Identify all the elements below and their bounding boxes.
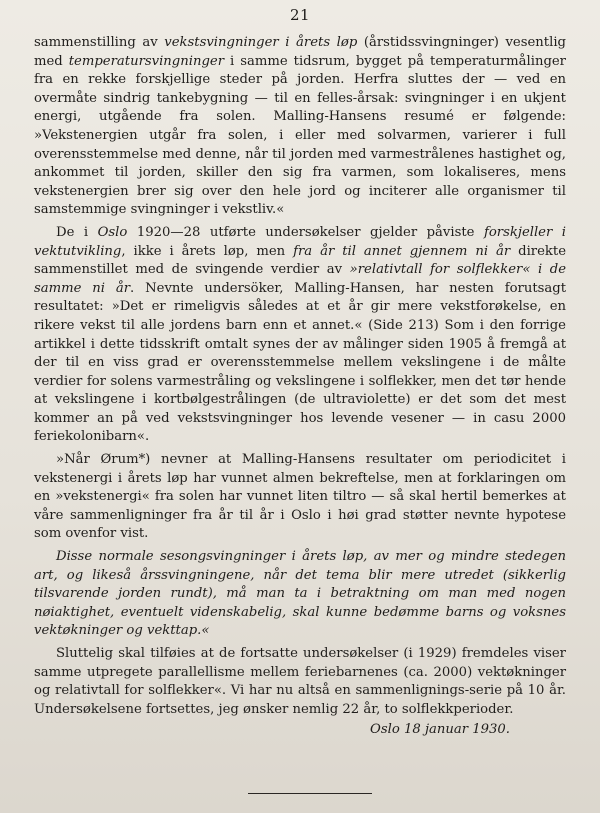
paragraph [34, 451, 566, 544]
text-run: (årstidssvingninger) vesentlig med [34, 35, 566, 69]
signature-block [34, 721, 566, 740]
italic-text-run: forskjeller i vektutvikling [34, 224, 567, 259]
paragraph [34, 645, 566, 719]
page-number: 21 [289, 6, 311, 24]
italic-text-run: temperatursvingninger [68, 53, 224, 69]
text-run: direkte sammenstillet med de svingende verdier av [34, 243, 566, 278]
italic-text-run: vekstsvingninger i årets løp [164, 35, 358, 50]
text-run: i samme tidsrum, bygget på temperaturmålinger fra en rekke forskjellige steder på jorden. Herfra sluttes der — ved en overmåte sindrig tankebygning — til en felles-årsak: svingninger i en ukjent energi, utgående fra solen. Malling-Hansens resumé er følgende: »Vekstenergien utgår fra solen, i eller med solvarmen, varierer i full overensstemmelse med denne, når til jorden med varmestrålenes hastighet og, ankommet til jorden, skiller den sig fra varmen, som lokaliseres, mens vekstenergien brer sig over den hele jord og inciterer alle organismer til samstemmige svingninger i vekstliv.« [34, 53, 566, 218]
text-run: De i [56, 224, 98, 240]
signature-place-date: Oslo 18 januar 1930. [370, 722, 510, 738]
paragraph [34, 34, 566, 220]
closing-rule [248, 793, 372, 794]
paragraph [34, 548, 566, 641]
text-run: sammenstilling av [34, 35, 165, 50]
italic-text-run: fra år til annet gjennem ni år [293, 243, 511, 259]
body-text [34, 34, 566, 719]
text-run: »Når Ørum*) nevner at Malling-Hansens resultater om periodicitet i vekstenergi i årets løp har vunnet almen bekreftelse, men at forklaringen om en »vekstenergi« fra solen har vunnet liten tiltro — så skal hertil bemerkes at våre sammenligninger fra år til år i Oslo i høi grad støtter nevnte hypotese som ovenfor vist. [34, 452, 566, 542]
italic-text-run: »relativtall for solflekker« i de samme ni år [34, 262, 566, 296]
italic-text-run: Disse normale sesongsvingninger i årets løp, av mer og mindre stedegen art, og likeså årssvingningene, når det tema blir mere utredet (sikkerlig tilsvarende jorden rundt), må man ta i betraktning om man med nogen nøiaktighet, eventuelt videnskabelig, skal kunne bedømme barns og voksnes vektøkninger og vekttap.« [34, 549, 566, 639]
italic-text-run: Oslo [97, 224, 128, 240]
text-run: Sluttelig skal tilføies at de fortsatte undersøkelser (i 1929) fremdeles viser samme utpregete parallellisme mellem feriebarnenes (ca. 2000) vektøkninger og relativtall for solflekker«. Vi har nu altså en sammenlignings-serie på 10 år. Undersøkelsene fortsettes, jeg ønsker nemlig 22 år, to solflekkperioder. [34, 646, 566, 717]
paragraph [34, 224, 566, 447]
text-run: , ikke i årets løp, men [121, 243, 294, 259]
text-run: . Nevnte undersöker, Malling-Hansen, har nesten forutsagt resultatet: »Det er rimeligvis således at et år gir mere vekstforøkelse, en rikere vekst til alle jordens barn enn et annet.« (Side 213) Som i den forrige artikkel i dette tidsskrift omtalt synes der av målinger siden 1905 å fremgå at der til en viss grad er overensstemmelse mellem vekslingene i de målte verdier for solens varmestråling og vekslingene i solflekker, men det tør hende at vekslingene i kortbølgestrålingen (de ultraviolette) er det som det mest kommer an på ved vekstsvingninger hos levende vesener — in casu 2000 feriekolonibarn«. [34, 280, 566, 445]
text-run: 1920—28 utførte undersøkelser gjelder påviste [127, 224, 484, 240]
